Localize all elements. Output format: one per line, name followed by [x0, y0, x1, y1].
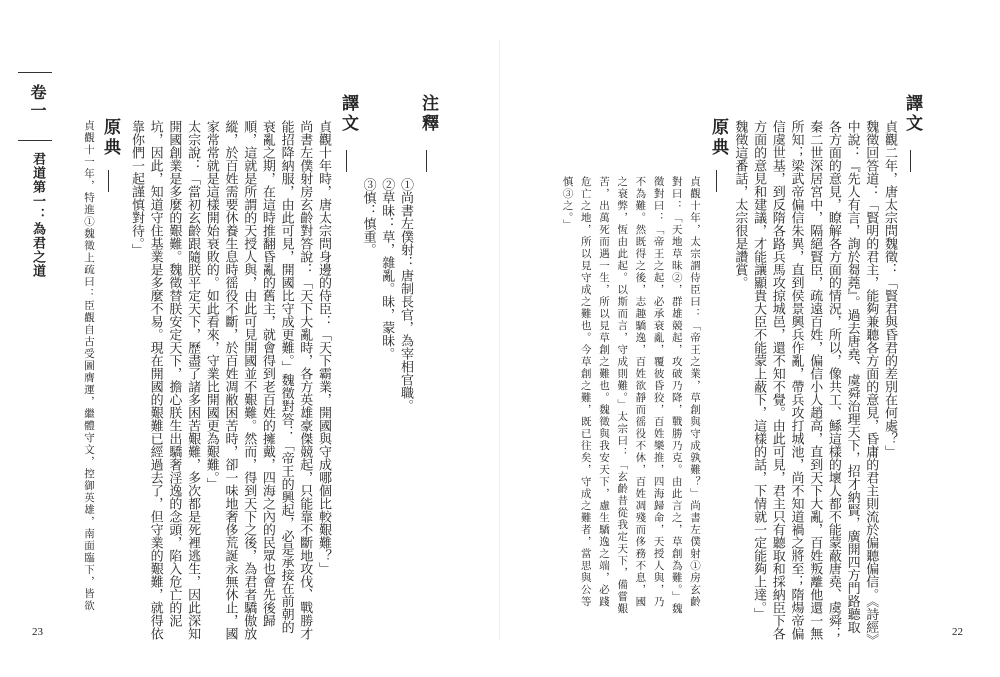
source-heading: 原典	[708, 118, 728, 158]
page-number: 23	[32, 626, 43, 638]
note-1: ①尚書左僕射：唐制長官，為宰相官職。	[398, 178, 413, 412]
note-3: ③慎：慎重。	[360, 178, 376, 256]
translation-text	[118, 120, 332, 640]
chapter-title: 君道第一：為君之道	[30, 152, 45, 278]
volume-title: 卷一	[28, 84, 47, 120]
heading-rule	[346, 150, 347, 172]
source-text	[520, 176, 704, 616]
heading-rule	[426, 150, 427, 172]
source-para: 貞觀十年，太宗謂侍臣曰：「帝王之業，草創與守成孰難？」尚書左僕射①房玄齡對曰：「天地草昧②，群雄競起，攻破乃降，戰勝乃克。由此言之，草創為難。」魏徵對曰：「帝王之起，必承衰亂，覆彼昏狡，百姓樂推，四海歸命，天授人與，乃不為難。然既得之後，志趣驕逸，百姓欲靜而徭役不休，百姓凋殘而侈務不息，國之衰弊，恆由此起。以斯而言，守成則難。」太宗曰：「玄齡昔從我定天下，備嘗艱苦，出萬死而遇一生，所以見草創之難也。魏徵與我安天下，慮生驕逸之端，必踐危亡之地，所以見守成之難也。今草創之難，既已往矣，守成之難者，當思與公等慎③之。」	[561, 176, 701, 615]
translation-heading: 譯文	[902, 94, 922, 134]
source-heading: 原典	[100, 118, 120, 158]
source-para: 貞觀十一年，特進①魏徵上疏曰：臣觀自古受圖膺運，繼體守文，控御英雄，南面臨下，皆欲	[83, 120, 95, 612]
translation-para: 貞觀十年時，唐太宗問身邊的侍臣：「天下霸業，開國與守成哪個比較艱難？」	[316, 120, 331, 575]
translation-para: 魏徵這番話，太宗很是讚賞。	[732, 120, 748, 289]
source-text	[78, 120, 98, 640]
heading-rule	[108, 170, 109, 192]
translation-heading: 譯文	[338, 94, 358, 134]
page-number: 22	[952, 626, 963, 638]
translation-para: 貞觀二年，唐太宗問魏徵：「賢君與昏君的差別在何處？」	[882, 120, 897, 458]
note-2: ②草昧：草，雜亂。昧，蒙昧。	[379, 178, 395, 360]
heading-rule	[716, 170, 717, 192]
translation-text	[732, 120, 898, 640]
translation-para: 尚書左僕射房玄齡對答說：「天下大亂時，各方英雄豪傑競起，只能靠不斷地攻伐、戰勝才能招降納服，由此可見，開國比守成更難。」魏徵對答：「帝王的興起，必是承接在前朝的衰亂之期，在這時推翻昏亂的舊主，就會得到老百姓的擁戴，四海之內的民眾也會先後歸順，這就是所謂的天授人與，由此可見開國並不艱難。然而，得到天下之後，為君者驕傲放縱，於百姓需要休養生息時徭役不斷，於百姓凋敝困苦時，卻一味地奢侈荒誕永無休止，國家常常就是這樣開始衰敗的。如此看來，守業比開國更為艱難。」	[203, 120, 313, 640]
notes-list	[354, 178, 414, 558]
translation-para: 魏徵回答道：「賢明的君主，能夠兼聽各方面的意見，昏庸的君主則流於偏聽偏信。《詩經》中說：『先人有言，詢於芻蕘』。過去唐堯、虞舜治理天下，招才納賢，廣開四方門路聽取各方面的意見，瞭解各方面的情況，所以，像共工、鯀這樣的壞人都不能蒙蔽唐堯、虞舜；秦二世深居宮中，隔絕賢臣，疏遠百姓，偏信小人趙高，直到天下大亂，百姓叛離他還一無所知；梁武帝偏信朱異，直到侯景興兵作亂，帶兵攻打城池，尚不知道禍之將至；隋煬帝偏信虞世基，到反隋各路兵馬攻掠城邑，還不知不覺。由此可見，君主只有聽取和採納臣下各方面的意見和建議，才能讓顯貴大臣不能蒙上蔽下，這樣的話，下情就一定能夠上達。」	[751, 120, 879, 640]
running-head-rule	[18, 140, 52, 141]
right-page	[500, 0, 1000, 677]
notes-heading: 注釋	[418, 94, 438, 134]
heading-rule	[910, 150, 911, 172]
translation-para: 太宗說：「當初玄齡跟隨朕平定天下，歷盡了諸多困苦艱難，多次都是死裡逃生，因此深知開國創業是多麼的艱難。魏徵替朕安定天下，擔心朕生出驕奢淫逸的念頭，陷入危亡的泥坑，因此，知道守住基業是多麼不易。現在開國的艱難已經過去了，但守業的艱難，就得依靠你們一起謹慎對待。」	[128, 120, 201, 640]
running-head-rule	[18, 72, 52, 73]
